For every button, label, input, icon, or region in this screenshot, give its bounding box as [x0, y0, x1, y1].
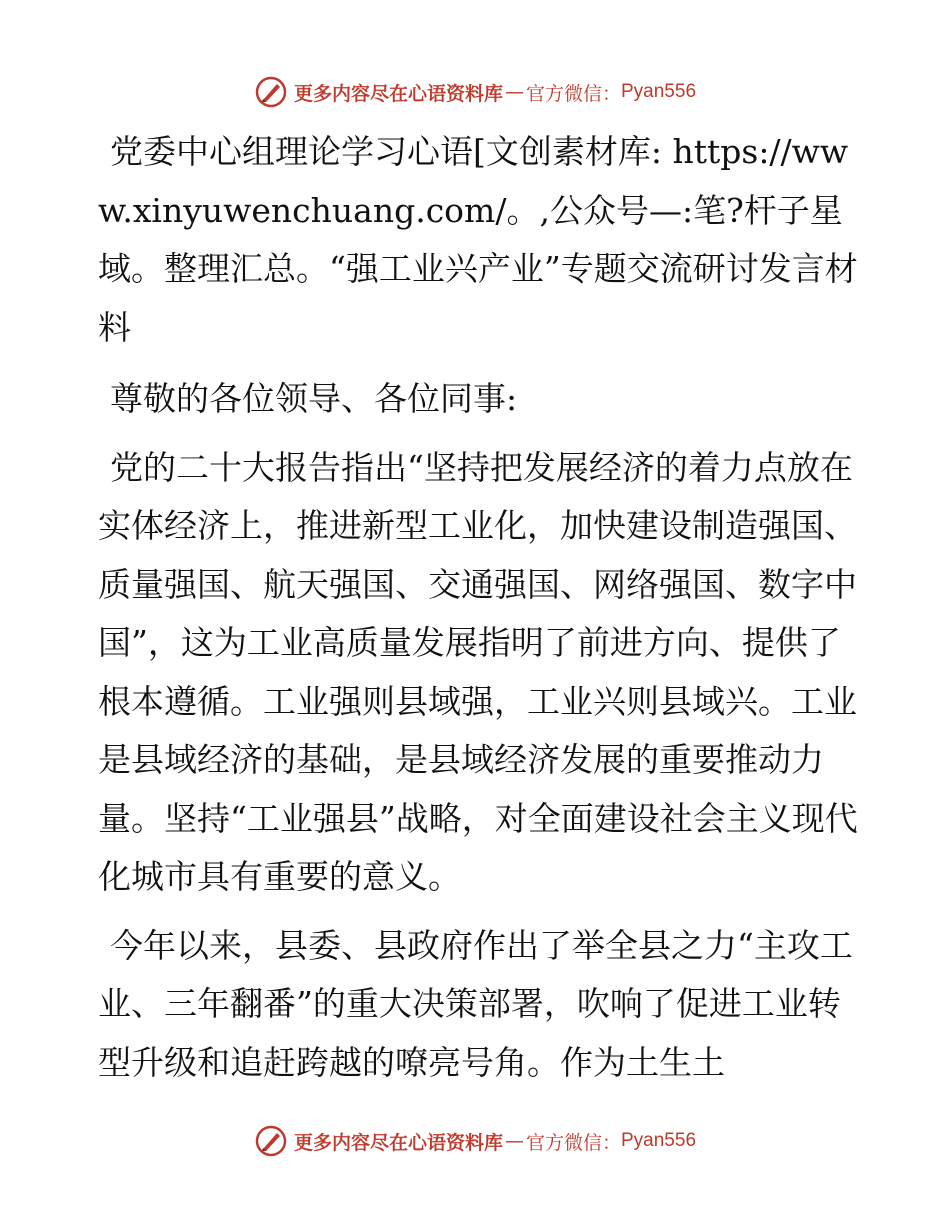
banner-separator: —: [504, 81, 524, 103]
banner-wechat-id: Pyan556: [621, 1130, 697, 1151]
footer-banner: [0, 1121, 950, 1161]
quill-pen-logo-icon: [254, 1124, 288, 1158]
paragraph-1: 党的二十大报告指出“坚持把发展经济的着力点放在实体经济上，推进新型工业化，加快建设制造强国、质量强国、航天强国、交通强国、网络强国、数字中国”，这为工业高质量发展指明了前进方向、提供了根本遵循。工业强则县域强，工业兴则县域兴。工业是县域经济的基础，是县域经济发展的重要推动力量。坚持“工业强县”战略，对全面建设社会主义现代化城市具有重要的意义。: [98, 447, 858, 896]
banner-site-text: 更多内容尽在心语资料库: [293, 82, 503, 105]
banner-wechat-label: 官方微信：: [525, 82, 621, 105]
paragraph-2: 今年以来，县委、县政府作出了举全县之力“主攻工业、三年翻番”的重大决策部署，吹响了促进工业转型升级和追赶跨越的嘹亮号角。作为土生土: [98, 925, 853, 1082]
banner-site-text: 更多内容尽在心语资料库: [293, 1131, 503, 1154]
header-banner: [0, 72, 950, 112]
banner-separator: —: [504, 1130, 524, 1152]
banner-wechat-id: Pyan556: [621, 81, 697, 102]
document-title: 党委中心组理论学习心语[文创素材库: https://www.xinyuwenchuang.com/。,公众号—:笔?杆子星域。整理汇总。“强工业兴产业”专题交流研讨发言材料: [98, 132, 858, 347]
banner-wechat-label: 官方微信：: [525, 1131, 621, 1154]
document-body: [98, 123, 858, 1102]
quill-pen-logo-icon: [254, 75, 288, 109]
salutation: 尊敬的各位领导、各位同事:: [110, 379, 518, 418]
